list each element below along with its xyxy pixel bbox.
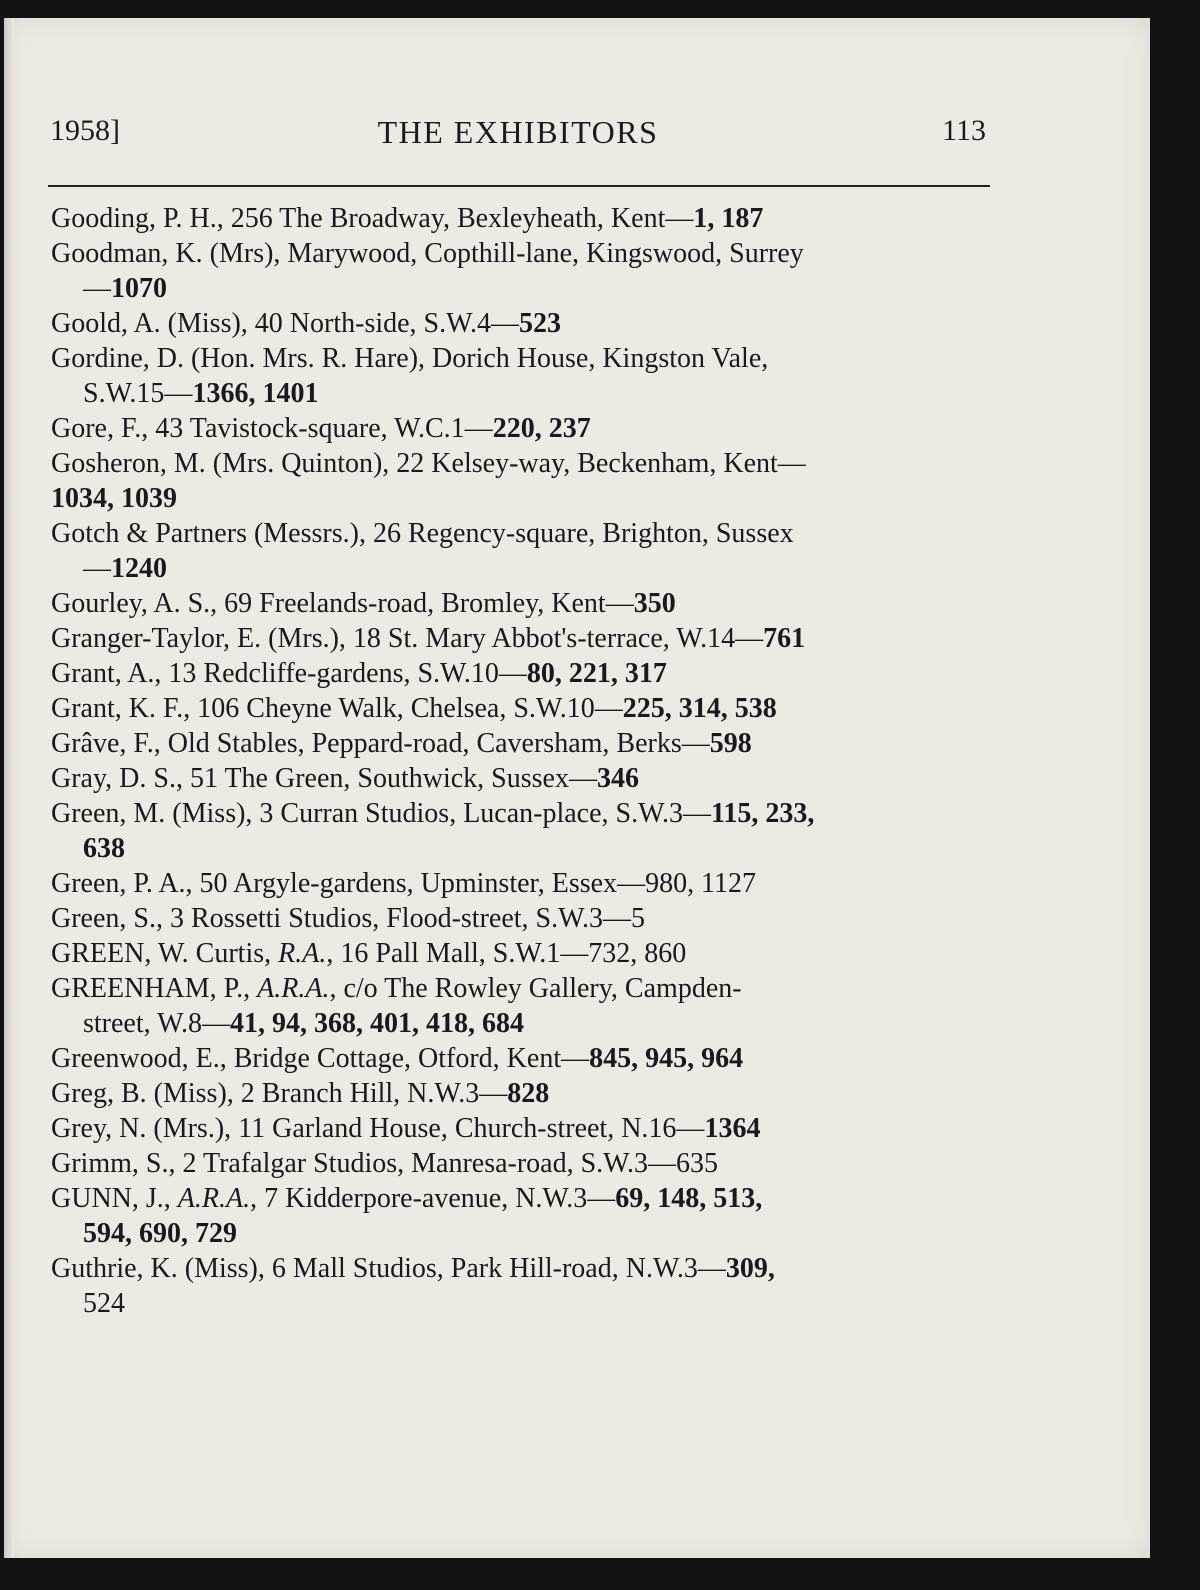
header-title: THE EXHIBITORS <box>377 114 659 150</box>
exhibitor-entry: Grimm, S., 2 Trafalgar Studios, Manresa-road, S.W.3—635 <box>51 1148 719 1179</box>
exhibitor-entry: Grey, N. (Mrs.), 11 Garland House, Church-street, N.16—1364 <box>51 1113 761 1144</box>
exhibitor-entry: Gordine, D. (Hon. Mrs. R. Hare), Dorich House, Kingston Vale, S.W.15—1366, 1401 <box>51 343 769 409</box>
exhibitor-entry: Green, S., 3 Rossetti Studios, Flood-street, S.W.3—5 <box>51 903 645 934</box>
exhibitor-entry: Gooding, P. H., 256 The Broadway, Bexleyheath, Kent—1, 187 <box>51 203 764 234</box>
exhibitor-entry: Guthrie, K. (Miss), 6 Mall Studios, Park Hill-road, N.W.3—309, 524 <box>51 1253 775 1319</box>
exhibitor-entry: Gourley, A. S., 69 Freelands-road, Bromley, Kent—350 <box>51 588 676 619</box>
exhibitor-entry: Gray, D. S., 51 The Green, Southwick, Sussex—346 <box>51 763 639 794</box>
header-rule <box>48 185 990 187</box>
exhibitor-entry: GREEN, W. Curtis, R.A., 16 Pall Mall, S.W.1—732, 860 <box>51 938 687 969</box>
exhibitor-entry: Greenwood, E., Bridge Cottage, Otford, Kent—845, 945, 964 <box>51 1043 744 1074</box>
exhibitor-entry: Goodman, K. (Mrs), Marywood, Copthill-lane, Kingswood, Surrey —1070 <box>51 238 804 304</box>
exhibitor-entry: Goold, A. (Miss), 40 North-side, S.W.4—523 <box>51 308 561 339</box>
exhibitor-entry: Green, M. (Miss), 3 Curran Studios, Lucan-place, S.W.3—115, 233, 638 <box>51 798 815 864</box>
exhibitor-entry: GREENHAM, P., A.R.A., c/o The Rowley Gallery, Campden- street, W.8—41, 94, 368, 401, 418, 684 <box>51 973 742 1039</box>
exhibitor-entry: Grant, A., 13 Redcliffe-gardens, S.W.10—80, 221, 317 <box>51 658 667 689</box>
exhibitor-entry: Green, P. A., 50 Argyle-gardens, Upminster, Essex—980, 1127 <box>51 868 757 899</box>
exhibitor-entry: Greg, B. (Miss), 2 Branch Hill, N.W.3—828 <box>51 1078 550 1109</box>
page-edge <box>4 18 14 1558</box>
page-header <box>48 114 988 160</box>
exhibitor-entry: GUNN, J., A.R.A., 7 Kidderpore-avenue, N.W.3—69, 148, 513, 594, 690, 729 <box>51 1183 763 1249</box>
exhibitor-entry: Grâve, F., Old Stables, Peppard-road, Caversham, Berks—598 <box>51 728 752 759</box>
exhibitor-entry: Grant, K. F., 106 Cheyne Walk, Chelsea, S.W.10—225, 314, 538 <box>51 693 777 724</box>
exhibitor-entry: Gore, F., 43 Tavistock-square, W.C.1—220, 237 <box>51 413 591 444</box>
page-number: 113 <box>942 114 986 147</box>
exhibitor-list <box>51 201 1001 1321</box>
exhibitor-entry: Granger-Taylor, E. (Mrs.), 18 St. Mary Abbot's-terrace, W.14—761 <box>51 623 806 654</box>
header-year: 1958] <box>50 114 120 147</box>
exhibitor-entry: Gotch & Partners (Messrs.), 26 Regency-square, Brighton, Sussex —1240 <box>51 518 794 584</box>
exhibitor-entry: Gosheron, M. (Mrs. Quinton), 22 Kelsey-way, Beckenham, Kent— 1034, 1039 <box>51 448 806 514</box>
